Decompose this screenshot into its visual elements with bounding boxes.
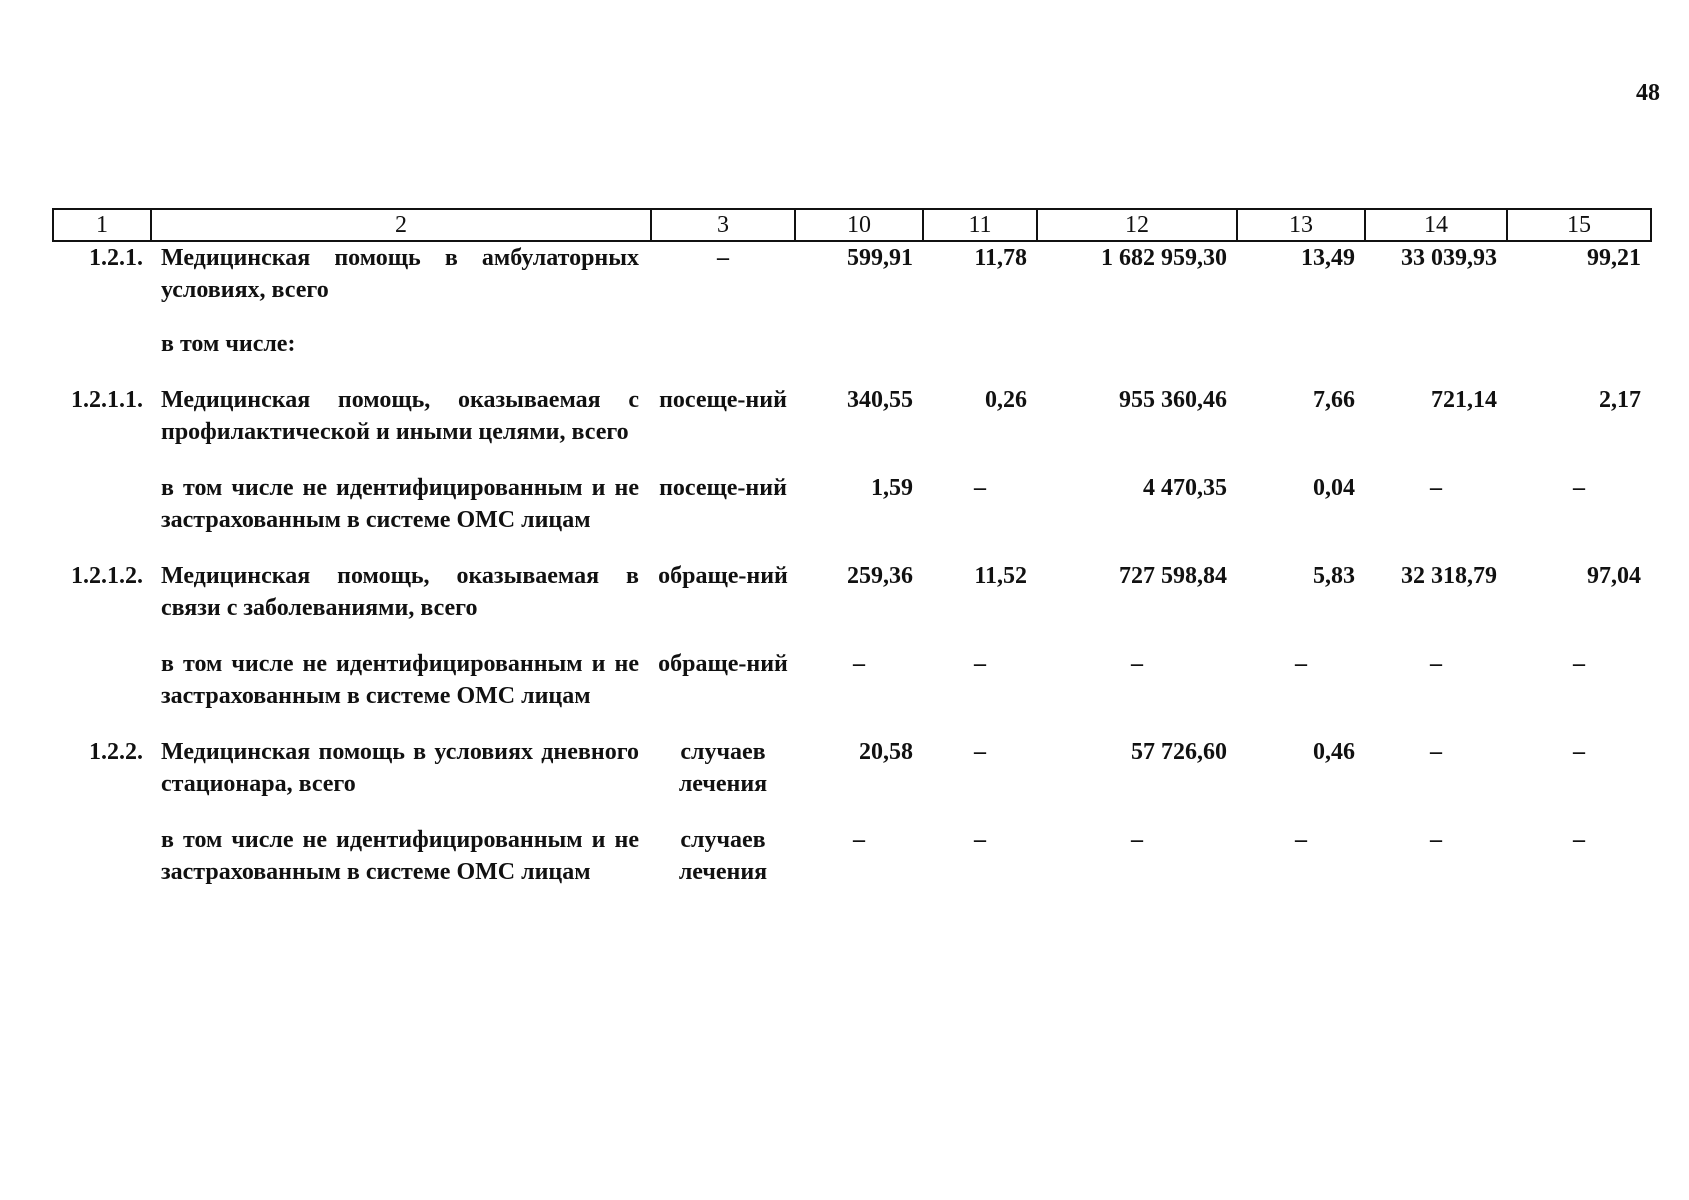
row-name: Медицинская помощь, оказываемая с профилактической и иными целями, всего xyxy=(161,387,639,445)
cell-col-13: 0,04 xyxy=(1313,475,1355,501)
row-name: в том числе не идентифицированным и не застрахованным в системе ОМС лицам xyxy=(161,475,639,533)
cell-col-11: 11,78 xyxy=(974,245,1027,271)
row-name: Медицинская помощь в условиях дневного стационара, всего xyxy=(161,739,639,797)
table-row xyxy=(53,384,1651,472)
cell-col-10: – xyxy=(853,827,865,853)
row-code xyxy=(53,648,151,736)
row-code: 1.2.1.1. xyxy=(71,387,143,413)
cell-col-13: – xyxy=(1295,827,1307,853)
cell-col-13: – xyxy=(1295,651,1307,677)
cell-col-13: 0,46 xyxy=(1313,739,1355,765)
cell-col-14 xyxy=(1365,328,1507,384)
cell-col-13: 5,83 xyxy=(1313,563,1355,589)
cell-col-15: – xyxy=(1573,475,1585,501)
table-row xyxy=(53,648,1651,736)
row-name: Медицинская помощь, оказываемая в связи с заболеваниями, всего xyxy=(161,563,639,621)
table-header xyxy=(53,209,1651,241)
cell-col-14: – xyxy=(1430,827,1442,853)
cell-col-12: 727 598,84 xyxy=(1119,563,1227,589)
cell-col-15: 97,04 xyxy=(1587,563,1641,589)
cell-col-11: 0,26 xyxy=(985,387,1027,413)
row-unit: обраще-ний xyxy=(658,563,788,589)
cell-col-14: 32 318,79 xyxy=(1401,563,1497,589)
cell-col-10: 340,55 xyxy=(847,387,913,413)
cell-col-11: – xyxy=(974,651,986,677)
cell-col-12: – xyxy=(1131,651,1143,677)
row-code xyxy=(53,328,151,384)
cell-col-11: 11,52 xyxy=(974,563,1027,589)
cell-col-15 xyxy=(1507,328,1651,384)
row-unit: – xyxy=(717,245,729,271)
cell-col-14: – xyxy=(1430,651,1442,677)
cell-col-11: – xyxy=(974,739,986,765)
table-row xyxy=(53,328,1651,384)
header-col-3: 3 xyxy=(651,209,795,241)
cell-col-10: 599,91 xyxy=(847,245,913,271)
table-row xyxy=(53,736,1651,824)
cell-col-12: – xyxy=(1131,827,1143,853)
cell-col-12 xyxy=(1037,328,1237,384)
row-unit: случаев лечения xyxy=(678,739,768,797)
row-code: 1.2.2. xyxy=(89,739,143,765)
row-name: в том числе не идентифицированным и не застрахованным в системе ОМС лицам xyxy=(161,827,639,885)
cell-col-13: 13,49 xyxy=(1301,245,1355,271)
header-col-14: 14 xyxy=(1365,209,1507,241)
cell-col-12: 57 726,60 xyxy=(1131,739,1227,765)
row-name: в том числе: xyxy=(161,331,296,357)
table-row xyxy=(53,241,1651,328)
cell-col-12: 1 682 959,30 xyxy=(1101,245,1227,271)
header-col-12: 12 xyxy=(1037,209,1237,241)
cell-col-12: 955 360,46 xyxy=(1119,387,1227,413)
row-unit: обраще-ний xyxy=(658,651,788,677)
cell-col-15: 2,17 xyxy=(1599,387,1641,413)
row-code: 1.2.1.2. xyxy=(71,563,143,589)
header-col-13: 13 xyxy=(1237,209,1365,241)
header-col-10: 10 xyxy=(795,209,923,241)
row-code: 1.2.1. xyxy=(89,245,143,271)
table-row xyxy=(53,560,1651,648)
row-code xyxy=(53,824,151,888)
header-col-1: 1 xyxy=(53,209,151,241)
cell-col-11: – xyxy=(974,475,986,501)
row-name: Медицинская помощь в амбулаторных условиях, всего xyxy=(161,245,639,303)
page-number: 48 xyxy=(1636,80,1660,106)
table-row xyxy=(53,824,1651,888)
data-table xyxy=(52,208,1652,888)
row-unit: случаев лечения xyxy=(678,827,768,885)
cell-col-11 xyxy=(923,328,1037,384)
cell-col-10: 1,59 xyxy=(871,475,913,501)
cell-col-15: – xyxy=(1573,827,1585,853)
cell-col-14: – xyxy=(1430,739,1442,765)
row-unit: посеще-ний xyxy=(659,475,787,501)
header-col-11: 11 xyxy=(923,209,1037,241)
cell-col-13 xyxy=(1237,328,1365,384)
cell-col-15: 99,21 xyxy=(1587,245,1641,271)
cell-col-10: 259,36 xyxy=(847,563,913,589)
row-unit xyxy=(651,328,795,384)
cell-col-12: 4 470,35 xyxy=(1143,475,1227,501)
cell-col-14: – xyxy=(1430,475,1442,501)
cell-col-10: – xyxy=(853,651,865,677)
table-body xyxy=(53,241,1651,888)
row-code xyxy=(53,472,151,560)
row-name: в том числе не идентифицированным и не застрахованным в системе ОМС лицам xyxy=(161,651,639,709)
cell-col-15: – xyxy=(1573,651,1585,677)
table-row xyxy=(53,472,1651,560)
cell-col-14: 33 039,93 xyxy=(1401,245,1497,271)
cell-col-10: 20,58 xyxy=(859,739,913,765)
cell-col-15: – xyxy=(1573,739,1585,765)
cell-col-10 xyxy=(795,328,923,384)
header-row xyxy=(53,209,1651,241)
cell-col-11: – xyxy=(974,827,986,853)
row-unit: посеще-ний xyxy=(659,387,787,413)
cell-col-13: 7,66 xyxy=(1313,387,1355,413)
cell-col-14: 721,14 xyxy=(1431,387,1497,413)
header-col-2: 2 xyxy=(151,209,651,241)
header-col-15: 15 xyxy=(1507,209,1651,241)
